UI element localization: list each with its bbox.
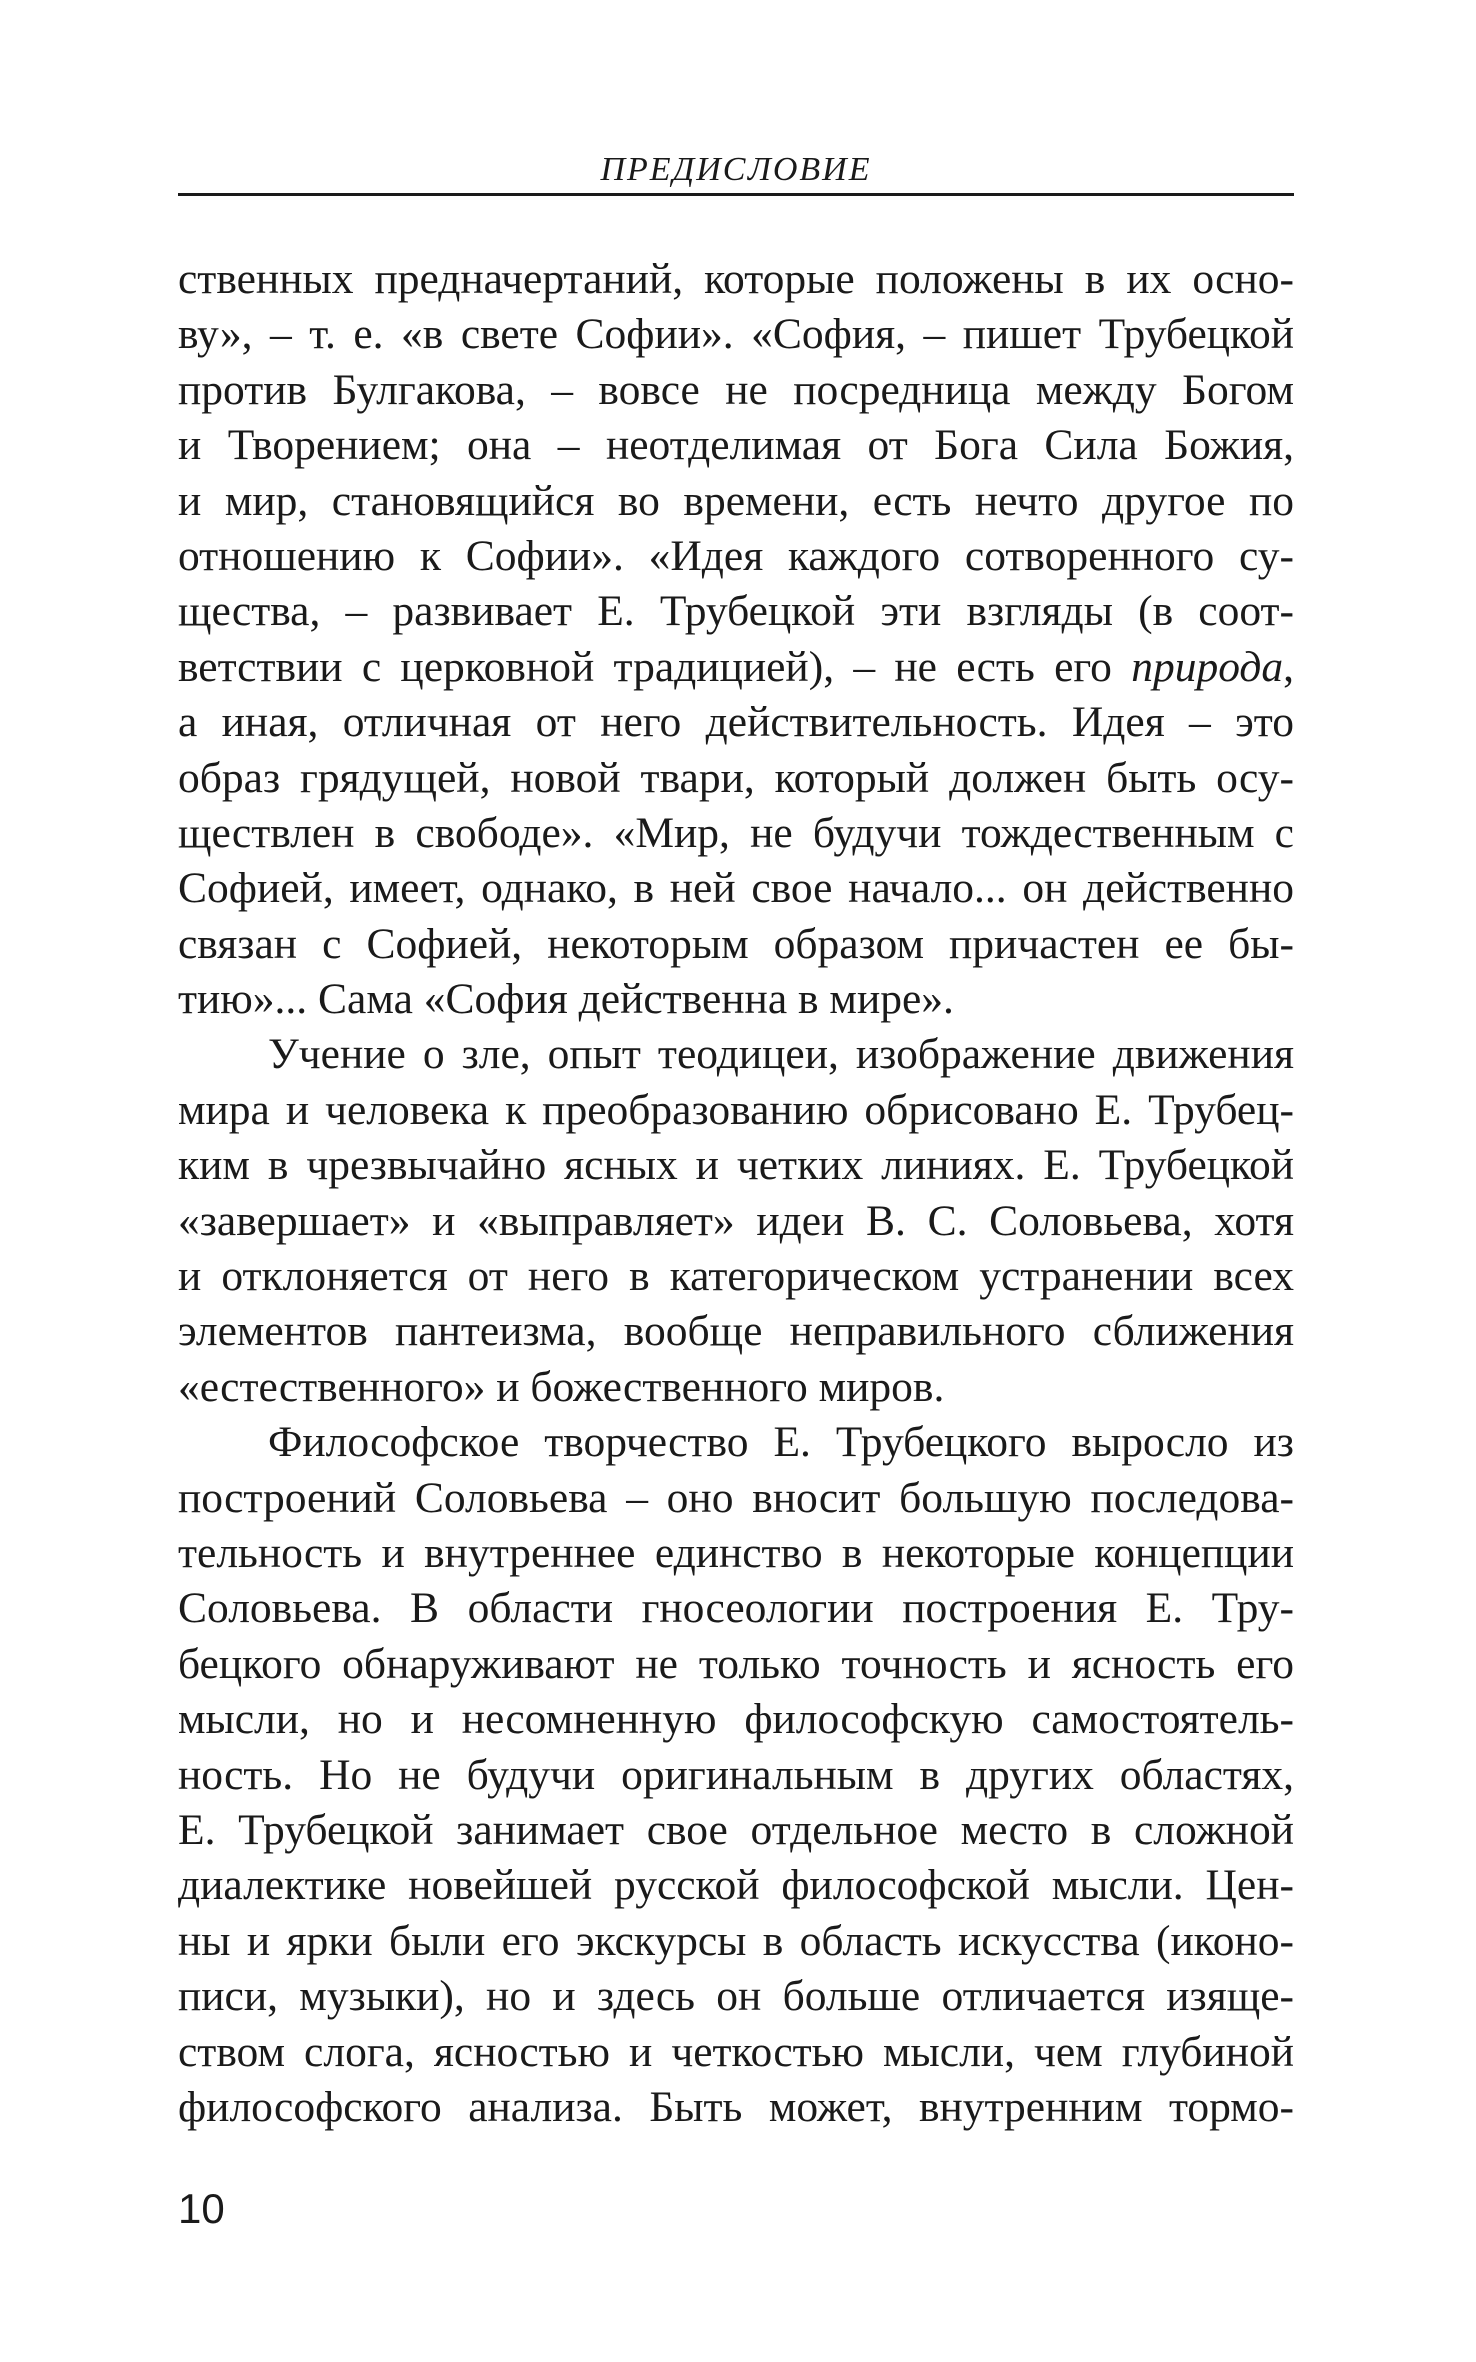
text-line: образ грядущей, новой твари, который должен быть осу- xyxy=(178,753,1294,802)
text-line: Учение о зле, опыт теодицеи, изображение движения xyxy=(268,1030,1294,1079)
text-line: ность. Но не будучи оригинальным в других областях, xyxy=(178,1750,1294,1799)
text-line: Софией, имеет, однако, в ней свое начало... он действенно xyxy=(178,864,1294,913)
text-line: и Творением; она – неотделимая от Бога Сила Божия, xyxy=(178,421,1294,470)
text-line-segment: , xyxy=(1283,642,1294,691)
running-head: ПРЕДИСЛОВИЕ xyxy=(600,151,872,188)
italic-word: природа xyxy=(1131,642,1284,691)
page-number: 10 xyxy=(178,2185,225,2232)
text-line: ву», – т. е. «в свете Софии». «София, – пишет Трубецкой xyxy=(178,310,1294,359)
text-line: элементов пантеизма, вообще неправильного сближения xyxy=(178,1307,1294,1356)
text-line: ством слога, ясностью и четкостью мысли, чем глубиной xyxy=(178,2027,1294,2076)
text-line: тию»... Сама «София действенна в мире». xyxy=(178,975,954,1024)
text-line-segment: ветствии с церковной традицией), – не есть его xyxy=(178,642,1132,691)
text-line: и мир, становящийся во времени, есть нечто другое по xyxy=(178,476,1294,525)
text-line: диалектике новейшей русской философской мысли. Цен- xyxy=(178,1861,1294,1910)
text-line: мысли, но и несомненную философскую самостоятель- xyxy=(178,1695,1294,1744)
text-line: «естественного» и божественного миров. xyxy=(178,1362,945,1411)
text-line: тельность и внутреннее единство в некоторые концепции xyxy=(178,1528,1294,1577)
text-line: щества, – развивает Е. Трубецкой эти взгляды (в соот- xyxy=(178,587,1294,636)
text-line: Соловьева. В области гносеологии построения Е. Тру- xyxy=(178,1584,1294,1633)
text-line: и отклоняется от него в категорическом устранении всех xyxy=(178,1252,1294,1301)
text-line: против Булгакова, – вовсе не посредница между Богом xyxy=(178,365,1294,414)
text-line: отношению к Софии». «Идея каждого сотворенного су- xyxy=(178,531,1294,580)
text-line xyxy=(178,640,1294,695)
text-line: связан с Софией, некоторым образом причастен ее бы- xyxy=(178,919,1294,968)
text-line: Философское творчество Е. Трубецкого выросло из xyxy=(268,1418,1294,1467)
text-line: ществлен в свободе». «Мир, не будучи тождественным с xyxy=(178,808,1294,857)
text-line: Е. Трубецкой занимает свое отдельное место в сложной xyxy=(178,1805,1294,1854)
text-line: ственных предначертаний, которые положены в их осно- xyxy=(178,255,1294,303)
text-line: ким в чрезвычайно ясных и четких линиях. Е. Трубецкой xyxy=(178,1141,1294,1190)
text-line: «завершает» и «выправляет» идеи В. С. Соловьева, хотя xyxy=(178,1196,1294,1245)
text-line: построений Соловьева – оно вносит большую последова- xyxy=(178,1473,1294,1522)
text-line: бецкого обнаруживают не только точность и ясность его xyxy=(178,1639,1294,1688)
text-line: мира и человека к преобразованию обрисовано Е. Трубец- xyxy=(178,1085,1294,1134)
header-rule xyxy=(178,193,1294,196)
text-line: а иная, отличная от него действительность. Идея – это xyxy=(178,698,1294,747)
text-line: писи, музыки), но и здесь он больше отличается изяще- xyxy=(178,1972,1294,2021)
body-text xyxy=(178,252,1294,2135)
text-line: философского анализа. Быть может, внутренним тормо- xyxy=(178,2082,1294,2131)
text-line: ны и ярки были его экскурсы в область искусства (иконо- xyxy=(178,1916,1294,1965)
